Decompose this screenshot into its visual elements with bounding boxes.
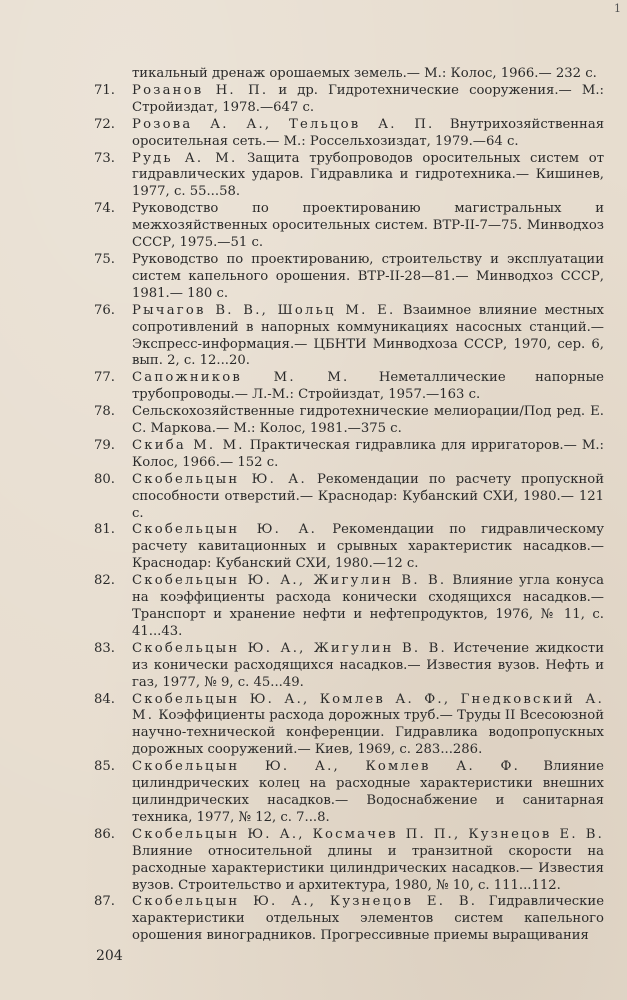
reference-text [132, 404, 604, 438]
reference-details: Взаимное влияние местных сопротивлений в напорных коммуникациях насосных станций.— Экспресс-информация.— ЦБНТИ Минводхоза СССР, 1970, сер. 6, вып. 2, с. 12...20. [132, 302, 604, 369]
page-number: 204 [96, 948, 123, 964]
reference-details: Рекомендации по гидравлическому расчету кавитационных и срывных характеристик насадков.— Краснодар: Кубанский СХИ, 1980.—12 с. [132, 522, 604, 572]
reference-text [132, 438, 604, 472]
reference-text [132, 522, 604, 573]
reference-number: 72. [94, 116, 115, 132]
reference-number: 75. [94, 251, 115, 267]
reference-entry [92, 404, 604, 438]
reference-authors: Скобельцын Ю. А., Жигулин В. В. [132, 640, 447, 656]
reference-text [132, 692, 604, 760]
reference-entry [92, 692, 604, 760]
reference-number: 71. [94, 82, 115, 98]
reference-text [132, 151, 604, 202]
reference-number: 77. [94, 370, 115, 386]
reference-authors: Розова А. А., Тельцов А. П. [132, 116, 435, 132]
reference-text [132, 370, 604, 404]
reference-entry [92, 759, 604, 827]
reference-authors: Рудь А. М. [132, 150, 238, 166]
reference-details: Неметаллические напорные трубопроводы.— Л.-М.: Стройиздат, 1957.—163 с. [132, 370, 604, 403]
reference-authors: Скобельцын Ю. А. [132, 522, 318, 538]
reference-list [92, 66, 604, 945]
reference-number: 81. [94, 522, 115, 538]
reference-entry [92, 827, 604, 895]
reference-number: 87. [94, 894, 115, 910]
reference-number: 74. [94, 201, 115, 217]
reference-number: 73. [94, 150, 115, 166]
reference-text [132, 827, 604, 895]
reference-details: Руководство по проектированию, строительству и эксплуатации систем капельного орошения. ВТР-II-28—81.— Минводхоз СССР, 1981.— 180 с. [132, 251, 604, 301]
reference-entry [92, 472, 604, 523]
reference-text [132, 472, 604, 523]
reference-details: Истечение жидкости из конически расходящихся насадков.— Известия вузов. Нефть и газ, 1977, № 9, с. 45...49. [132, 640, 604, 690]
continued-reference-text: тикальный дренаж орошаемых земель.— М.: Колос, 1966.— 232 с. [132, 66, 597, 81]
reference-number: 86. [94, 826, 115, 842]
reference-details: и др. Гидротехнические сооружения.— М.: Стройиздат, 1978.—647 с. [132, 82, 604, 115]
reference-authors: Рычагов В. В., Шольц М. Е. [132, 302, 396, 318]
reference-entry [92, 573, 604, 641]
reference-details: Внутрихозяйственная оросительная сеть.— М.: Россельхозиздат, 1979.—64 с. [132, 116, 605, 149]
reference-entry [92, 438, 604, 472]
reference-number: 82. [94, 573, 115, 589]
reference-number: 78. [94, 404, 115, 420]
reference-authors: Сапожников М. М. [132, 370, 350, 386]
reference-text [132, 83, 604, 117]
reference-authors: Скобельцын Ю. А., Жигулин В. В. [132, 573, 447, 589]
reference-details: Практическая гидравлика для ирригаторов.— М.: Колос, 1966.— 152 с. [132, 437, 604, 470]
reference-details: Рекомендации по расчету пропускной способности отверстий.— Краснодар: Кубанский СХИ, 1980.— 121 с. [132, 471, 604, 521]
reference-text [132, 759, 604, 827]
reference-text [132, 573, 604, 641]
reference-number: 79. [94, 437, 115, 453]
reference-entry [92, 117, 604, 151]
reference-text [132, 252, 604, 303]
reference-authors: Скобельцын Ю. А. [132, 471, 307, 487]
reference-number: 84. [94, 691, 115, 707]
reference-text [132, 117, 604, 151]
reference-entry [92, 83, 604, 117]
reference-entries [92, 83, 604, 945]
reference-details: Гидравлические характеристики отдельных элементов систем капельного орошения виноградников. Прогрессивные приемы выращивания [132, 894, 604, 944]
reference-authors: Скобельцын Ю. А., Комлев А. Ф., Гнедковский А. М. [132, 691, 604, 724]
reference-entry [92, 151, 604, 202]
reference-details: Защита трубопроводов оросительных систем от гидравлических ударов. Гидравлика и гидротехника.— Кишинев, 1977, с. 55...58. [132, 150, 604, 200]
reference-number: 85. [94, 759, 115, 775]
reference-number: 83. [94, 640, 115, 656]
reference-details: Руководство по проектированию магистральных и межхозяйственных оросительных систем. ВТР-II-7—75. Минводхоз СССР, 1975.—51 с. [132, 201, 604, 251]
reference-authors: Скобельцын Ю. А., Космачев П. П., Кузнецов Е. В. [132, 826, 604, 842]
reference-number: 80. [94, 471, 115, 487]
reference-authors: Скобельцын Ю. А., Кузнецов Е. В. [132, 894, 478, 910]
reference-text [132, 894, 604, 945]
reference-entry [92, 252, 604, 303]
reference-entry [92, 522, 604, 573]
reference-details: Влияние относительной длины и транзитной скорости на расходные характеристики цилиндрических насадков.— Известия вузов. Строительство и архитектура, 1980, № 10, с. 111...112. [132, 843, 604, 893]
reference-entry [92, 641, 604, 692]
reference-text [132, 201, 604, 252]
reference-authors: Скобельцын Ю. А., Комлев А. Ф. [132, 759, 521, 775]
corner-mark: 1 [614, 2, 621, 15]
reference-entry [92, 303, 604, 371]
reference-text [132, 641, 604, 692]
reference-authors: Розанов Н. П. [132, 82, 269, 98]
reference-entry [92, 370, 604, 404]
reference-authors: Скиба М. М. [132, 437, 245, 453]
reference-entry [92, 894, 604, 945]
reference-details: Коэффициенты расхода дорожных труб.— Труды II Всесоюзной научно-технической конференции. Гидравлика водопропускных дорожных сооружений.— Киев, 1969, с. 283...286. [132, 708, 604, 758]
reference-number: 76. [94, 302, 115, 318]
reference-details: Влияние угла конуса на коэффициенты расхода конически сходящихся насадков.— Транспорт и хранение нефти и нефтепродуктов, 1976, № 11, с. 41...43. [132, 573, 604, 639]
reference-entry [92, 201, 604, 252]
reference-details: Сельскохозяйственные гидротехнические мелиорации/Под ред. Е. С. Маркова.— М.: Колос, 1981.—375 с. [132, 404, 604, 437]
reference-text [132, 303, 604, 371]
reference-details: Влияние цилиндрических колец на расходные характеристики внешних цилиндрических насадков.— Водоснабжение и санитарная техника, 1977, № 12, с. 7...8. [132, 759, 604, 825]
